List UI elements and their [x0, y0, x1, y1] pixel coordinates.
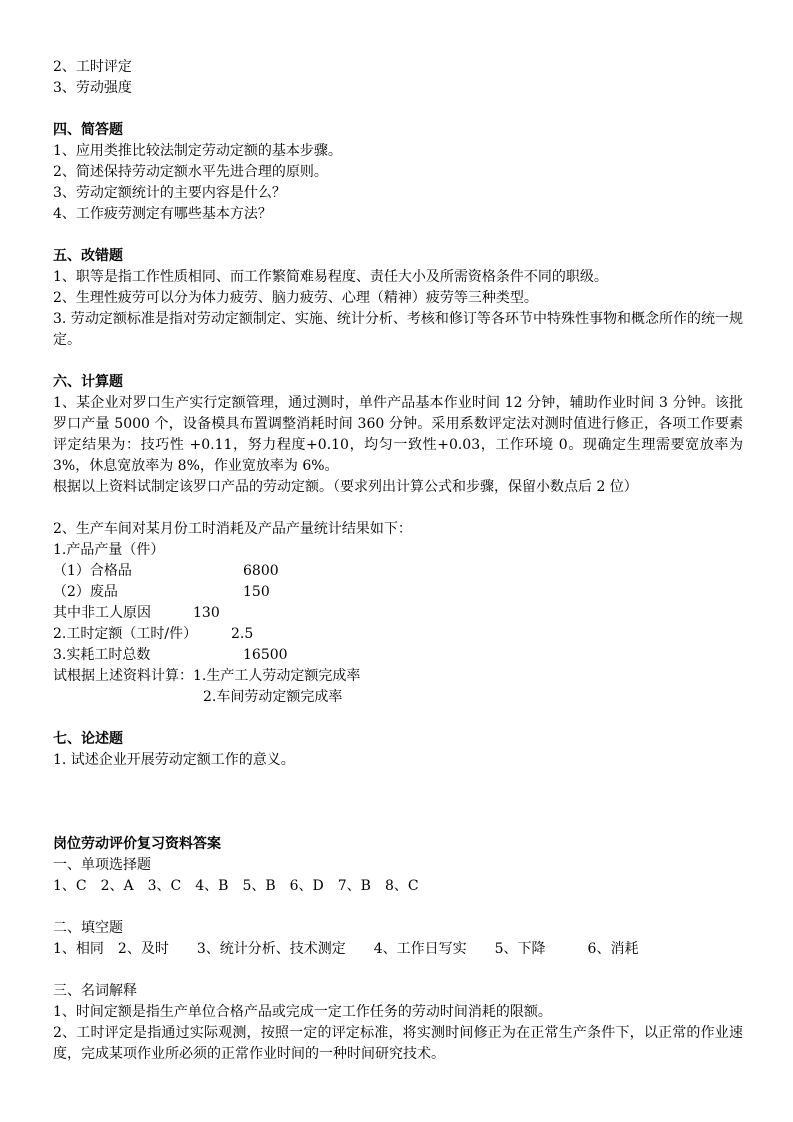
list-item: 3. 劳动定额标准是指对劳动定额制定、实施、统计分析、考核和修订等各环节中特殊性事物和概念所作的统一规定。 — [53, 311, 743, 348]
quota-value: 2.5 — [231, 626, 254, 642]
good-label: （1）合格品 — [53, 563, 132, 579]
section-heading-calculation: 六、计算题 — [53, 374, 123, 390]
answers-term: 1、时间定额是指生产单位合格产品或完成一定工作任务的劳动时间消耗的限额。 — [53, 1004, 552, 1020]
scrap-label: （2）废品 — [53, 584, 118, 600]
section-heading-short-answer: 四、简答题 — [53, 122, 123, 138]
nonworker-label: 其中非工人原因 — [53, 605, 151, 621]
calc-question-1: 1、某企业对罗口生产实行定额管理，通过测时，单件产品基本作业时间 12 分钟，辅助作业时间 3 分钟。该批罗口产量 5000 个，设备模具布置调整消耗时间 360 分钟。采用系数评定法对测时值进行修正，各项工作要素评定结果为：技巧性 +0.11，努力程度+0.10，均匀一致性+0.03，工作环境 0。现确定生理需要宽放率为 3%，休息宽放率为 8%，作业宽放率为 6%。 — [53, 395, 743, 474]
answers-fill-heading: 二、填空题 — [53, 920, 123, 936]
section-heading-correction: 五、改错题 — [53, 248, 123, 264]
table-row — [53, 582, 743, 603]
calc-task-2: 2.车间劳动定额完成率 — [203, 689, 343, 705]
list-item: 3、劳动强度 — [53, 80, 132, 96]
list-item: 2、工时评定 — [53, 59, 132, 75]
document-page — [53, 57, 743, 1065]
answers-title: 岗位劳动评价复习资料答案 — [53, 836, 221, 852]
list-item: 1、职等是指工作性质相同、而工作繁简难易程度、责任大小及所需资格条件不同的职级。 — [53, 269, 608, 285]
calc-task-1: 试根据上述资料计算：1.生产工人劳动定额完成率 — [53, 668, 361, 684]
nonworker-value: 130 — [193, 605, 220, 621]
actual-label: 3.实耗工时总数 — [53, 647, 151, 663]
list-item: 3、劳动定额统计的主要内容是什么？ — [53, 185, 286, 201]
list-item: 4、工作疲劳测定有哪些基本方法？ — [53, 206, 272, 222]
calc-question-2-intro: 2、生产车间对某月份工时消耗及产品产量统计结果如下： — [53, 521, 412, 537]
scrap-value: 150 — [243, 584, 270, 600]
answers-choice: 1、C 2、A 3、C 4、B 5、B 6、D 7、B 8、C — [53, 878, 419, 894]
answers-terms-heading: 三、名词解释 — [53, 983, 137, 999]
list-item: 2、简述保持劳动定额水平先进合理的原则。 — [53, 164, 328, 180]
list-item: 2、生理性疲劳可以分为体力疲劳、脑力疲劳、心理（精神）疲劳等三种类型。 — [53, 290, 538, 306]
quota-label: 2.工时定额（工时/件） — [53, 626, 198, 642]
list-item: 1、应用类推比较法制定劳动定额的基本步骤。 — [53, 143, 342, 159]
answers-term: 2、工时评定是指通过实际观测，按照一定的评定标准，将实测时间修正为在正常生产条件下，以正常的作业速度，完成某项作业所必须的正常作业时间的一种时间研究技术。 — [53, 1025, 743, 1062]
table-row — [53, 624, 743, 645]
answers-fill: 1、相同 2、及时 3、统计分析、技术测定 4、工作日写实 5、下降 6、消耗 — [53, 941, 639, 957]
table-row — [53, 603, 743, 624]
output-label: 1.产品产量（件） — [53, 542, 165, 558]
answers-choice-heading: 一、单项选择题 — [53, 857, 151, 873]
list-item: 1. 试述企业开展劳动定额工作的意义。 — [53, 752, 295, 768]
good-value: 6800 — [243, 563, 279, 579]
section-heading-essay: 七、论述题 — [53, 731, 123, 747]
calc-question-1-requirement: 根据以上资料试制定该罗口产品的劳动定额。（要求列出计算公式和步骤，保留小数点后 2 位） — [53, 479, 638, 495]
actual-value: 16500 — [243, 647, 288, 663]
table-row — [53, 645, 743, 666]
table-row — [53, 561, 743, 582]
